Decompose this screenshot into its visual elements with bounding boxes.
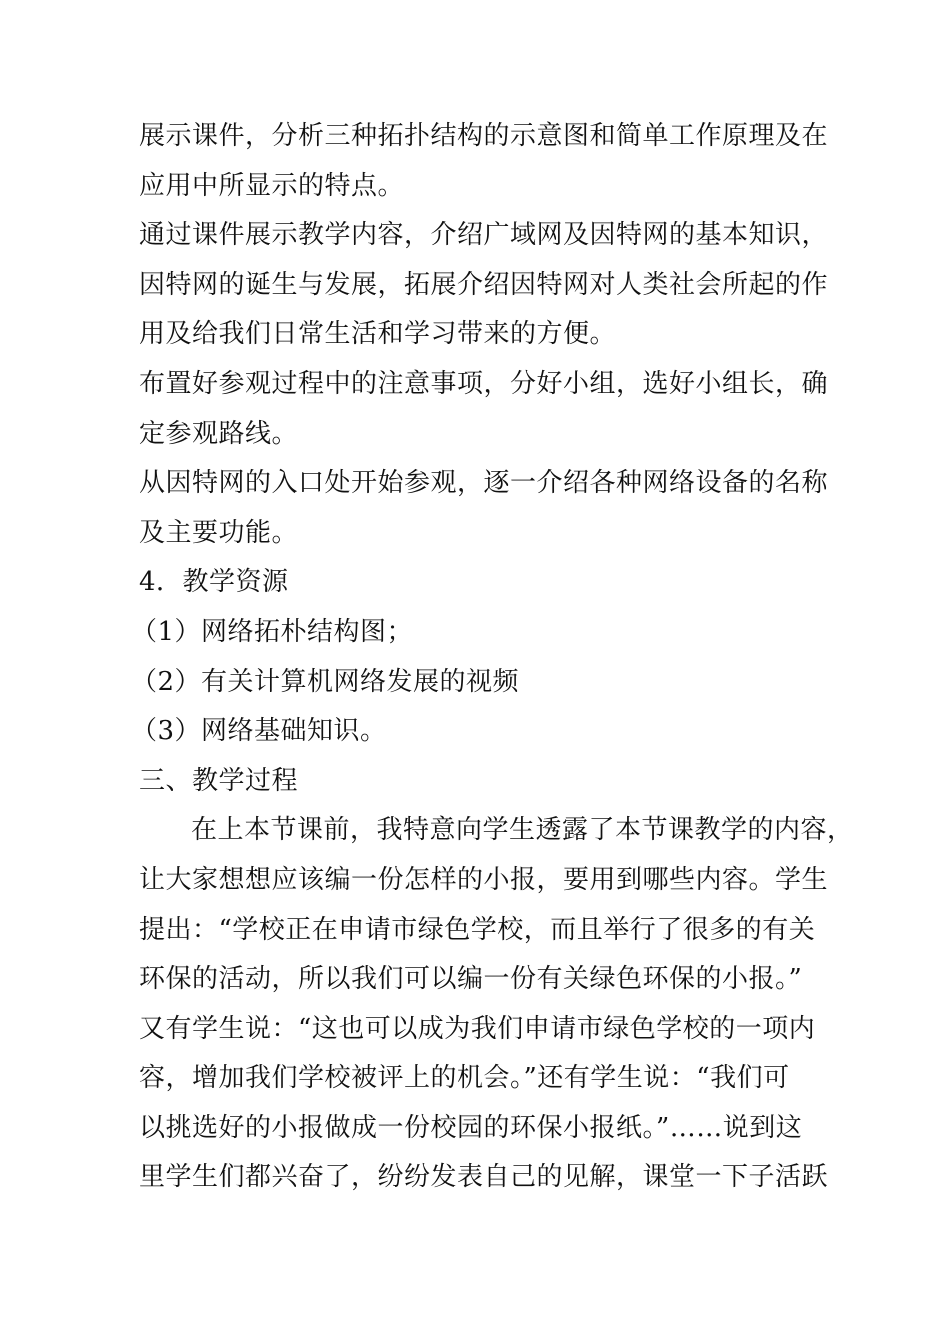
list-item: （2）有关计算机网络发展的视频 bbox=[131, 666, 520, 697]
list-item: （1）网络拓朴结构图； bbox=[131, 616, 414, 647]
document-body bbox=[131, 112, 854, 1203]
paragraph-line: 环保的活动，所以我们可以编一份有关绿色环保的小报。” bbox=[139, 964, 803, 995]
paragraph-line: 通过课件展示教学内容，介绍广域网及因特网的基本知识， bbox=[139, 220, 829, 251]
paragraph-line: 又有学生说：“这也可以成为我们申请市绿色学校的一项内 bbox=[139, 1013, 816, 1044]
paragraph-line: 及主要功能。 bbox=[139, 517, 299, 548]
paragraph-line: 里学生们都兴奋了，纷纷发表自己的见解，课堂一下子活跃 bbox=[139, 1162, 829, 1193]
list-item: （3）网络基础知识。 bbox=[131, 716, 387, 747]
paragraph-line: 从因特网的入口处开始参观，逐一介绍各种网络设备的名称 bbox=[139, 468, 829, 499]
section-heading: 4．教学资源 bbox=[139, 567, 289, 598]
section-heading: 三、教学过程 bbox=[139, 765, 299, 796]
paragraph-line: 提出：“学校正在申请市绿色学校，而且举行了很多的有关 bbox=[139, 914, 816, 945]
paragraph-line: 布置好参观过程中的注意事项，分好小组，选好小组长，确 bbox=[139, 368, 829, 399]
paragraph-line: 让大家想想应该编一份怎样的小报，要用到哪些内容。学生 bbox=[139, 864, 829, 895]
paragraph-line: 因特网的诞生与发展，拓展介绍因特网对人类社会所起的作 bbox=[139, 269, 829, 300]
paragraph-line: 定参观路线。 bbox=[139, 418, 299, 449]
paragraph-line: 容，增加我们学校被评上的机会。”还有学生说：“我们可 bbox=[139, 1063, 790, 1094]
paragraph-line: 在上本节课前，我特意向学生透露了本节课教学的内容， bbox=[191, 815, 854, 846]
paragraph-line: 应用中所显示的特点。 bbox=[139, 170, 405, 201]
paragraph-line: 用及给我们日常生活和学习带来的方便。 bbox=[139, 319, 617, 350]
paragraph-line: 以挑选好的小报做成一份校园的环保小报纸。”……说到这 bbox=[139, 1112, 803, 1143]
paragraph-line: 展示课件，分析三种拓扑结构的示意图和简单工作原理及在 bbox=[139, 121, 829, 151]
